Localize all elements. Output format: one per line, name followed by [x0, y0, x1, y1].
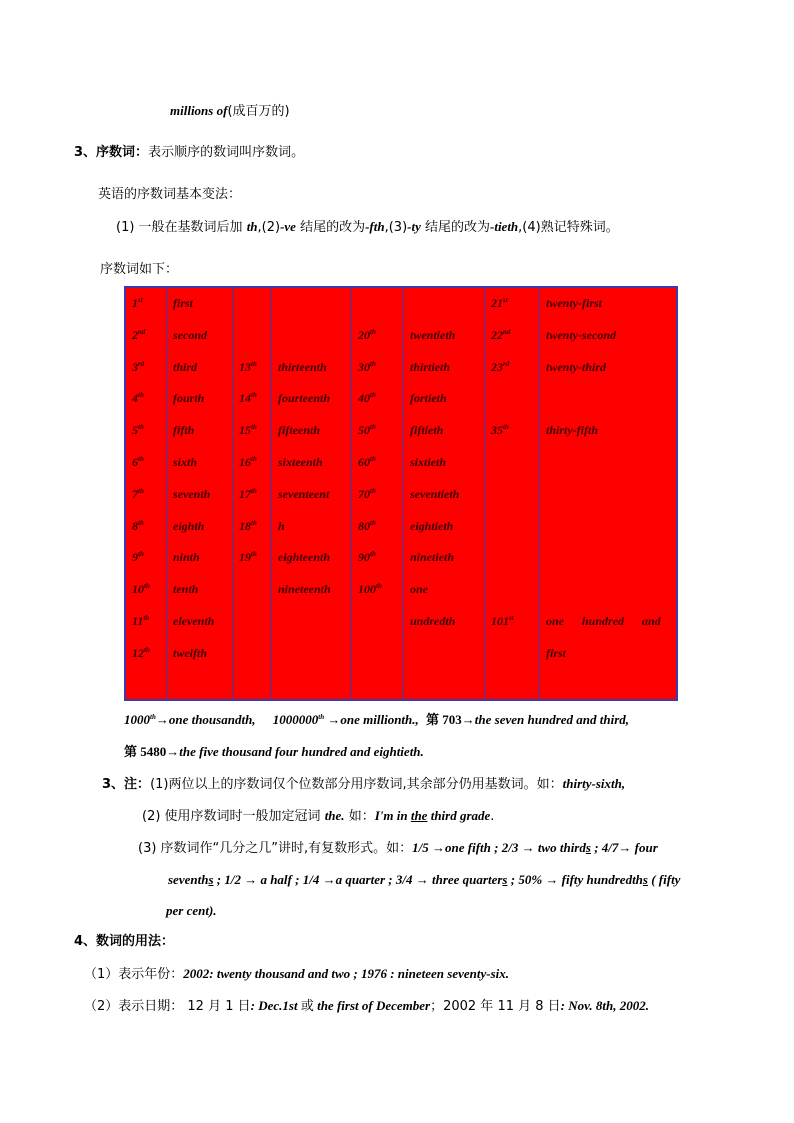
ordinal-word: [173, 423, 194, 438]
ordinal-number-text: 16: [239, 455, 251, 469]
ordinal-word: [278, 519, 285, 534]
example-million-word: →one millionth.,: [324, 712, 419, 727]
note-label: 注：: [124, 777, 151, 792]
ordinal-word-text: fourth: [173, 391, 205, 406]
ordinal-word: [278, 550, 330, 565]
ordinal-number-suffix: nd: [138, 327, 146, 336]
ordinal-number: [239, 423, 257, 438]
note-1-line: [102, 776, 625, 793]
ordinal-number-text: 50: [358, 423, 370, 438]
example-million-sup: th: [318, 713, 325, 721]
ordinal-number-text: 90: [358, 550, 370, 565]
ordinal-word: [410, 360, 450, 375]
section-3-desc: 表示顺序的数词叫序数词。: [148, 145, 305, 160]
ordinal-word-text: one hundred and: [546, 614, 661, 628]
ordinal-number-text: 2: [132, 327, 138, 342]
note-2-line: [142, 808, 494, 825]
ordinal-word-text: seventh: [173, 486, 211, 501]
ordinal-number-suffix: th: [138, 391, 144, 400]
ordinal-word-text: undredth: [410, 614, 456, 628]
table-intro: 序数词如下：: [100, 262, 179, 277]
example-5480-prefix: 第 5480: [124, 744, 167, 759]
usage-2-date-cn-2: ；2002 年 11 月 8 日: [430, 999, 561, 1014]
ordinal-number-suffix: th: [143, 614, 150, 622]
ordinal-number-suffix: th: [144, 645, 150, 654]
ordinal-number-suffix: nd: [503, 327, 511, 336]
ordinal-number-suffix: rd: [138, 359, 145, 368]
note-2-ru: 如：: [344, 809, 375, 824]
note-3-line: [138, 840, 658, 857]
ordinal-word: [278, 582, 331, 597]
millions-line: [170, 103, 290, 120]
usage-2-date-cn: 12 月 1 日: [183, 999, 251, 1014]
ordinal-number-text: 70: [358, 486, 370, 501]
ordinal-number-suffix: th: [251, 550, 257, 559]
example-1000-num: 1000: [124, 712, 150, 727]
example-1000-word: →one thousandth,: [155, 712, 256, 727]
note-3-line-2: [168, 872, 680, 888]
ordinal-number-text: 22: [491, 327, 503, 342]
ordinal-number-text: 35: [491, 423, 503, 438]
ordinal-number-text: 60: [358, 455, 370, 469]
ordinal-number-suffix: th: [370, 391, 376, 400]
ordinal-word: [173, 519, 204, 534]
ordinal-word-text: fifteenth: [278, 423, 320, 438]
ordinal-number-suffix: th: [503, 423, 509, 432]
note-2-dot: .: [490, 809, 495, 824]
ordinal-number-suffix: st: [138, 296, 143, 304]
ordinal-number-suffix: th: [138, 423, 144, 432]
note-2-example-the: the: [410, 808, 428, 823]
note-3-line-3: [166, 903, 217, 919]
ordinal-table: [124, 286, 678, 701]
ordinal-number-text: 80: [358, 518, 370, 533]
usage-1-label: （1）表示年份：: [84, 967, 184, 982]
ordinal-number-suffix: th: [138, 518, 144, 527]
ordinal-word-text: one: [410, 582, 428, 597]
ordinal-number-suffix: th: [138, 486, 144, 495]
note-3-plural-s-2: s: [208, 872, 214, 887]
ordinal-number-text: 5: [132, 423, 138, 438]
rule-ve: -ve: [280, 219, 296, 234]
ordinal-word: [410, 328, 455, 343]
ordinal-number-text: 11: [132, 614, 144, 628]
ordinal-word: [546, 328, 616, 343]
rule-4-text: ,(4)熟记特殊词。: [518, 220, 619, 235]
ordinal-number-suffix: th: [138, 550, 144, 559]
section-3-title: 序数词：: [96, 145, 149, 160]
ordinal-word-text: twenty-second: [546, 327, 616, 342]
ordinal-word: [173, 360, 197, 375]
rule-2-text: 结尾的改为: [295, 220, 366, 235]
ordinal-word-text: thirteenth: [278, 359, 327, 374]
ordinal-word: [278, 455, 323, 470]
ordinal-number: [491, 328, 510, 343]
ordinal-number: [132, 360, 144, 375]
rule-2-label: ,(2): [257, 220, 281, 235]
examples-line-1: [124, 712, 629, 728]
ordinal-number-text: 19: [239, 550, 251, 565]
ordinal-word-text: sixth: [173, 455, 198, 469]
ordinal-number-text: 3: [132, 359, 138, 374]
ordinal-word: [278, 391, 330, 406]
ordinal-word-text: eighth: [173, 518, 205, 533]
ordinal-number: [358, 423, 376, 438]
col-4-words: [540, 288, 677, 699]
ordinal-number: [358, 519, 376, 534]
ordinal-word-text: eleventh: [173, 614, 215, 628]
note-number: 3、: [102, 777, 125, 792]
ordinal-word-text: tenth: [173, 582, 199, 597]
rule-th: th: [246, 219, 258, 234]
ordinal-word-text: thirtieth: [410, 359, 451, 374]
usage-2-nov: : Nov. 8th, 2002.: [560, 998, 650, 1013]
ordinal-number: [132, 582, 150, 597]
ordinal-word-text: ninth: [173, 550, 200, 565]
ordinal-word: [546, 614, 661, 629]
note-2-example-b: third grade: [427, 808, 491, 823]
ordinal-number: [239, 360, 257, 375]
example-5480-word: →the five thousand four hundred and eightieth.: [166, 744, 424, 759]
ordinal-number-suffix: th: [370, 518, 376, 527]
basic-changes-line: 英语的序数词基本变法：: [98, 187, 242, 202]
ordinal-word-text: fourteenth: [278, 391, 331, 406]
col-4-numbers: [485, 288, 540, 699]
ordinal-word-text: twentieth: [410, 327, 456, 342]
ordinal-word-text: thirty-fifth: [546, 423, 599, 438]
ordinal-number-text: 7: [132, 486, 138, 501]
ordinal-number-text: 10: [132, 582, 144, 597]
ordinal-word: [546, 296, 602, 311]
ordinal-number-suffix: th: [251, 359, 257, 368]
ordinal-number-text: 23: [491, 359, 503, 374]
ordinal-number-suffix: st: [509, 614, 514, 622]
ordinal-word-text: sixteenth: [278, 455, 323, 469]
ordinal-word-text: twenty-first: [546, 296, 602, 310]
ordinal-word: [410, 614, 455, 629]
note-3-example-7: per cent).: [166, 903, 217, 918]
ordinal-word: [410, 391, 447, 406]
ordinal-word-text: fiftieth: [410, 423, 444, 438]
ordinal-number-text: 15: [239, 423, 251, 438]
ordinal-word-text: sixtieth: [410, 455, 447, 469]
usage-2-first-of-december: the first of December: [313, 998, 431, 1013]
ordinal-word: [278, 360, 327, 375]
ordinal-number-suffix: th: [138, 455, 144, 463]
note-2-text: (2) 使用序数词时一般加定冠词: [142, 809, 325, 824]
ordinal-number: [239, 391, 257, 406]
ordinal-number-suffix: th: [251, 486, 257, 495]
example-703-word: →the seven hundred and third,: [461, 712, 630, 727]
ordinal-number: [239, 519, 257, 534]
examples-line-2: [124, 744, 424, 760]
ordinal-word: [173, 614, 214, 629]
ordinal-number-text: 40: [358, 391, 370, 406]
note-3-plural-s-3: s: [502, 872, 508, 887]
ordinal-number: [358, 487, 376, 502]
ordinal-number-text: 1: [132, 296, 138, 310]
rules-line: [116, 219, 619, 236]
ordinal-number: [132, 328, 145, 343]
ordinal-number-text: 18: [239, 518, 251, 533]
ordinal-number-suffix: rd: [503, 359, 510, 368]
ordinal-word: [410, 550, 454, 565]
ordinal-number-text: 30: [358, 359, 370, 374]
ordinal-number: [358, 455, 376, 470]
ordinal-word: [546, 360, 606, 375]
ordinal-word-text: fortieth: [410, 391, 447, 406]
ordinal-number-text: 101: [491, 614, 509, 628]
note-3-example-1: 1/5 →one fifth ; 2/3 → two third: [412, 840, 586, 855]
ordinal-number: [132, 391, 144, 406]
note-3-example-5: ; 50% → fifty hundredth: [507, 872, 643, 887]
ordinal-number-suffix: st: [503, 296, 508, 304]
ordinal-word-text: h: [278, 518, 285, 533]
ordinal-number: [239, 487, 257, 502]
ordinal-word-text: third: [173, 359, 198, 374]
section-4-heading: [74, 934, 174, 950]
ordinal-word-text: second: [173, 327, 207, 342]
ordinal-word: [173, 328, 207, 343]
example-million: [273, 712, 419, 727]
ordinal-word: [173, 550, 200, 565]
ordinal-word-text: twelfth: [173, 645, 208, 660]
ordinal-word: [410, 487, 459, 502]
example-703-prefix: 第 703: [426, 712, 462, 727]
ordinal-number-text: 8: [132, 518, 138, 533]
ordinal-number-suffix: th: [370, 327, 376, 336]
ordinal-number: [491, 296, 508, 311]
rule-3-text: 结尾的改为: [420, 220, 490, 235]
note-3-example-2: ; 4/7→ four: [590, 840, 658, 855]
ordinal-word: [173, 487, 210, 502]
ordinal-number: [239, 455, 257, 470]
section-3-heading: [74, 145, 304, 161]
ordinal-number: [132, 646, 150, 661]
ordinal-number-suffix: th: [251, 391, 257, 400]
note-2-example-a: I'm in: [374, 808, 411, 823]
ordinal-word: [278, 423, 320, 438]
rule-1-text: (1) 一般在基数词后加: [116, 220, 247, 235]
rule-3-label: ,(3): [384, 220, 408, 235]
ordinal-word-text: first: [173, 296, 194, 310]
ordinal-word: [410, 582, 428, 597]
ordinal-number-suffix: th: [251, 423, 257, 432]
ordinal-word: [410, 455, 446, 470]
ordinal-number-text: 4: [132, 391, 138, 406]
ordinal-number-suffix: th: [370, 550, 376, 559]
ordinal-number: [358, 550, 376, 565]
ordinal-word-text: eightieth: [410, 518, 454, 533]
note-1-example: thirty-sixth,: [562, 776, 626, 791]
ordinal-number: [491, 360, 509, 375]
ordinal-word-text: seventieth: [410, 486, 460, 501]
rule-tieth: -tieth: [490, 219, 519, 234]
ordinal-word: [410, 423, 443, 438]
millions-term: millions of: [170, 103, 228, 118]
ordinal-number-suffix: th: [251, 518, 257, 527]
ordinal-word-text: eighteenth: [278, 550, 331, 565]
ordinal-word-text: first: [546, 645, 567, 660]
usage-2-line: [84, 998, 649, 1015]
ordinal-number-suffix: th: [370, 486, 376, 495]
ordinal-word-text: twenty-third: [546, 359, 607, 374]
ordinal-number: [491, 614, 514, 629]
ordinal-number-text: 21: [491, 296, 503, 310]
ordinal-number-text: 9: [132, 550, 138, 565]
ordinal-number-suffix: th: [376, 582, 382, 591]
note-3-plural-s-1: s: [585, 840, 591, 855]
section-4-title: 数词的用法：: [96, 934, 175, 949]
ordinal-number-text: 13: [239, 359, 251, 374]
ordinal-number-suffix: th: [370, 423, 376, 432]
usage-2-dec: : Dec.1st: [250, 998, 301, 1013]
ordinal-number-suffix: th: [370, 455, 376, 463]
usage-2-label: （2）表示日期：: [84, 999, 184, 1014]
ordinal-word-text: nineteenth: [278, 582, 331, 597]
ordinal-word: [546, 423, 598, 438]
ordinal-number-text: 100: [358, 582, 376, 597]
ordinal-number-text: 14: [239, 391, 251, 406]
ordinal-number-suffix: th: [144, 582, 150, 591]
ordinal-number: [358, 582, 382, 597]
ordinal-number-text: 12: [132, 645, 144, 660]
ordinal-number: [132, 614, 149, 629]
usage-1-example: 2002: twenty thousand and two ; 1976 : nineteen seventy-six.: [183, 966, 510, 981]
ordinal-number-text: 20: [358, 327, 370, 342]
usage-2-or: 或: [300, 999, 314, 1014]
usage-1-line: [84, 966, 509, 983]
ordinal-number: [132, 455, 144, 470]
ordinal-word: [546, 646, 566, 661]
section-3-number: 3、: [74, 145, 97, 160]
note-3-plural-s-4: s: [642, 872, 648, 887]
ordinal-number-text: 6: [132, 455, 138, 469]
ordinal-number: [132, 487, 144, 502]
note-3-example-4: ; 1/2 → a half ; 1/4 →a quarter ; 3/4 → three quarter: [213, 872, 503, 887]
ordinal-number: [132, 550, 144, 565]
ordinal-number: [132, 296, 143, 311]
ordinal-word: [173, 391, 204, 406]
example-million-num: 1000000: [272, 712, 319, 727]
ordinal-word: [173, 296, 193, 311]
ordinal-number: [132, 519, 144, 534]
ordinal-word: [173, 582, 198, 597]
millions-cn: (成百万的): [227, 104, 290, 119]
ordinal-number: [491, 423, 509, 438]
note-2-the: the.: [324, 808, 345, 823]
ordinal-number: [358, 391, 376, 406]
ordinal-number: [132, 423, 144, 438]
ordinal-word-text: fifth: [173, 423, 195, 438]
ordinal-word: [173, 646, 207, 661]
note-3-example-3: seventh: [168, 872, 209, 887]
ordinal-word: [173, 455, 197, 470]
ordinal-word: [278, 487, 329, 502]
ordinal-word-text: ninetieth: [410, 550, 455, 565]
rule-ty: -ty: [407, 219, 421, 234]
ordinal-number: [358, 328, 376, 343]
ordinal-number-suffix: th: [370, 359, 376, 368]
ordinal-number-text: 17: [239, 486, 251, 501]
note-3-text: (3) 序数词作“几分之几”讲时,有复数形式。如：: [138, 841, 413, 856]
note-1-text: (1)两位以上的序数词仅个位数部分用序数词,其余部分仍用基数词。如：: [150, 777, 563, 792]
ordinal-number: [358, 360, 376, 375]
section-4-number: 4、: [74, 934, 97, 949]
ordinal-number-suffix: th: [251, 455, 257, 463]
note-3-example-6: ( fifty: [647, 872, 681, 887]
ordinal-number: [239, 550, 257, 565]
rule-fth: -fth: [365, 219, 385, 234]
example-1000: [124, 712, 256, 727]
example-1000-sup: th: [150, 713, 156, 721]
ordinal-word: [410, 519, 453, 534]
ordinal-word-text: seventeent: [278, 486, 330, 501]
